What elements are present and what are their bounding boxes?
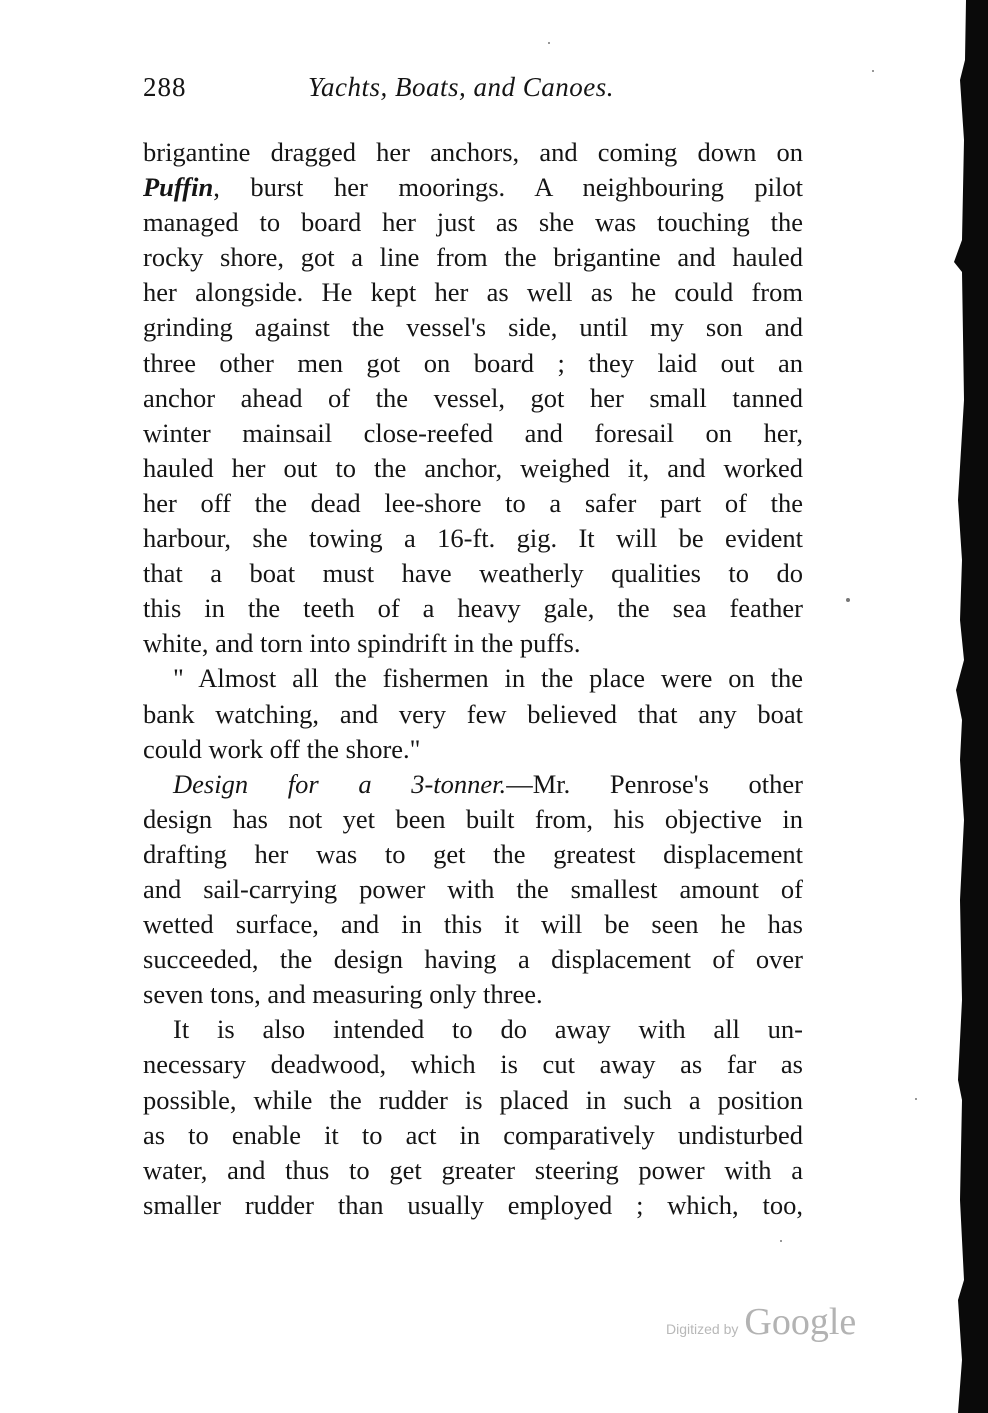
running-title: Yachts, Boats, and Canoes.	[308, 72, 615, 102]
text-line	[143, 942, 803, 977]
text-run: —Mr. Penrose's other	[506, 768, 803, 799]
text-run: that a boat must have weatherly qualities to do	[143, 558, 803, 589]
text-line	[143, 1118, 803, 1153]
text-run: It is also intended to do away with all un-	[173, 1014, 803, 1045]
body-text	[143, 135, 803, 1223]
text-line	[143, 626, 803, 661]
text-line	[143, 451, 803, 486]
text-run: anchor ahead of the vessel, got her small tanned	[143, 382, 803, 413]
text-run: her off the dead lee-shore to a safer part of the	[143, 487, 803, 518]
emphasized-text: Design for a 3-tonner.	[173, 768, 507, 799]
text-line	[143, 661, 803, 696]
text-run: grinding against the vessel's side, until my son and	[143, 312, 803, 343]
text-line	[143, 802, 803, 837]
text-run: this in the teeth of a heavy gale, the sea feather	[143, 593, 803, 624]
text-line	[143, 732, 803, 767]
text-line	[143, 767, 803, 802]
text-line	[143, 170, 803, 205]
text-run: necessary deadwood, which is cut away as far as	[143, 1049, 803, 1080]
text-line	[143, 135, 803, 170]
text-run: water, and thus to get greater steering power with a	[143, 1154, 803, 1185]
text-line	[143, 697, 803, 732]
text-line	[143, 1188, 803, 1223]
text-line	[143, 381, 803, 416]
text-run: succeeded, the design having a displacement of over	[143, 944, 803, 975]
text-run: harbour, she towing a 16-ft. gig. It will be evident	[143, 523, 803, 554]
text-line	[143, 416, 803, 451]
scan-speck	[915, 1098, 917, 1100]
text-run: and sail-carrying power with the smallest amount of	[143, 873, 803, 904]
text-line	[143, 1012, 803, 1047]
text-line	[143, 240, 803, 275]
scanned-page-edge	[938, 0, 988, 1413]
text-run: white, and torn into spindrift in the puffs.	[143, 628, 581, 659]
text-run: as to enable it to act in comparatively undisturbed	[143, 1119, 803, 1150]
text-run: rocky shore, got a line from the brigantine and hauled	[143, 242, 803, 273]
text-line	[143, 907, 803, 942]
text-run: her alongside. He kept her as well as he could from	[143, 277, 803, 308]
text-run: winter mainsail close-reefed and foresail on her,	[143, 417, 803, 448]
emphasized-text: Puffin	[143, 172, 214, 203]
text-run: possible, while the rudder is placed in such a position	[143, 1084, 803, 1115]
scan-speck	[872, 70, 874, 72]
text-run: seven tons, and measuring only three.	[143, 979, 543, 1010]
text-run: , burst her moorings. A neighbouring pilot	[213, 172, 803, 203]
text-run: three other men got on board ; they laid out an	[143, 347, 803, 378]
text-line	[143, 977, 803, 1012]
text-line	[143, 310, 803, 345]
google-watermark	[666, 1300, 856, 1350]
text-run: design has not yet been built from, his objective in	[143, 803, 803, 834]
watermark-brand: Google	[744, 1301, 857, 1343]
text-run: drafting her was to get the greatest displacement	[143, 838, 803, 869]
text-line	[143, 346, 803, 381]
text-run: managed to board her just as she was touching the	[143, 207, 803, 238]
text-run: " Almost all the fishermen in the place were on the	[173, 663, 803, 694]
text-line	[143, 521, 803, 556]
scan-speck	[846, 598, 850, 602]
page-header	[143, 72, 803, 112]
scan-speck	[548, 42, 550, 44]
text-run: brigantine dragged her anchors, and coming down on	[143, 137, 803, 167]
text-run: could work off the shore."	[143, 733, 421, 764]
watermark-prefix: Digitized by	[666, 1321, 739, 1337]
text-line	[143, 591, 803, 626]
text-run: wetted surface, and in this it will be seen he has	[143, 909, 803, 940]
text-run: smaller rudder than usually employed ; which, too,	[143, 1189, 803, 1220]
text-line	[143, 1153, 803, 1188]
scan-speck	[780, 1240, 782, 1242]
text-line	[143, 1083, 803, 1118]
page-number: 288	[143, 72, 187, 102]
text-line	[143, 205, 803, 240]
text-run: hauled her out to the anchor, weighed it, and worked	[143, 452, 803, 483]
text-line	[143, 275, 803, 310]
text-line	[143, 872, 803, 907]
text-line	[143, 556, 803, 591]
text-line	[143, 486, 803, 521]
text-line	[143, 1047, 803, 1082]
text-line	[143, 837, 803, 872]
text-run: bank watching, and very few believed that any boat	[143, 698, 803, 729]
